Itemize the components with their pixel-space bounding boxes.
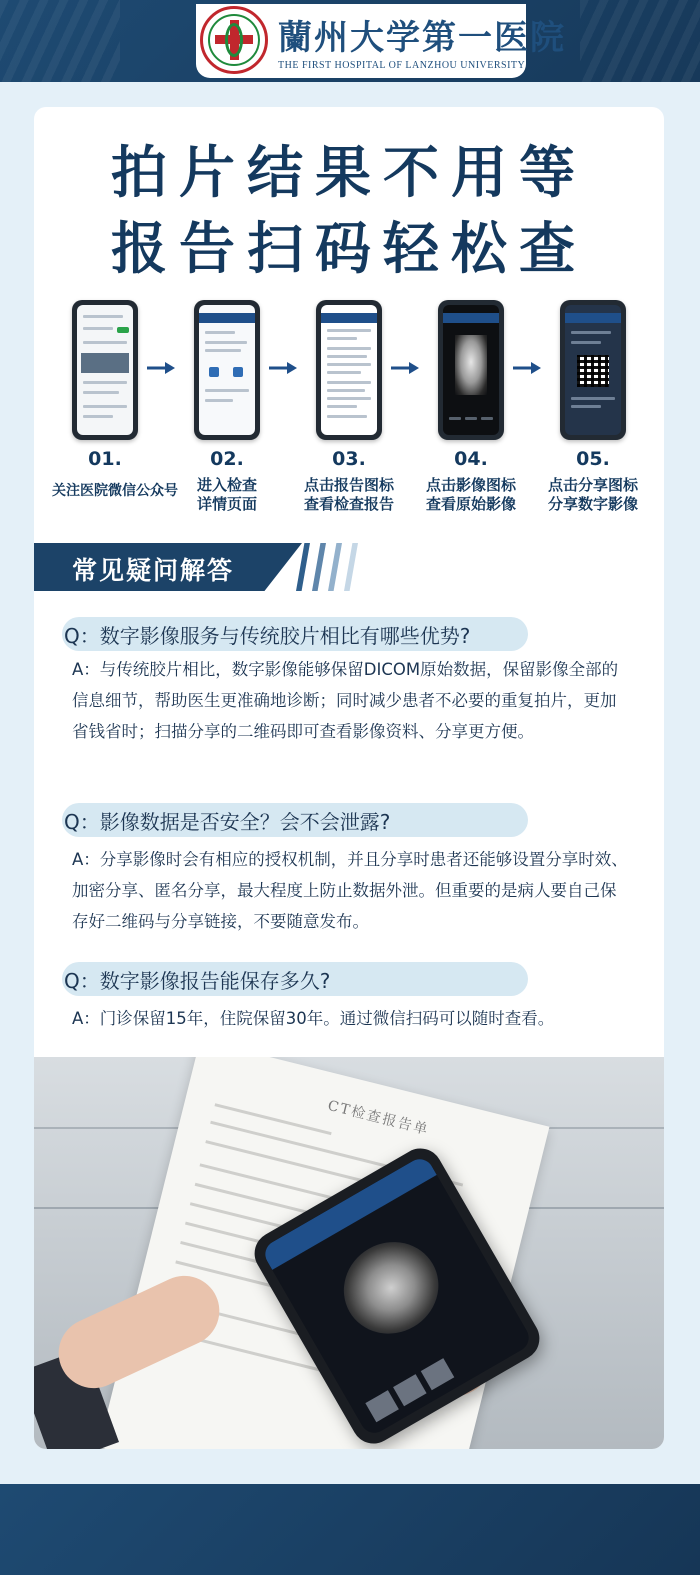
faq-answer: A：门诊保留15年，住院保留30年。通过微信扫码可以随时查看。 — [72, 1009, 555, 1028]
step-arrow-icon — [147, 360, 177, 376]
content-card — [34, 107, 664, 1449]
step-arrow-icon — [269, 360, 299, 376]
step-label: 分享数字影像 — [547, 495, 638, 513]
banner-stripe — [344, 543, 358, 591]
step-number: 01. — [88, 448, 122, 470]
qr-code-icon — [577, 355, 609, 387]
faq-question: Q：数字影像服务与传统胶片相比有哪些优势? — [64, 624, 471, 648]
step-3-phone-screenshot — [316, 300, 382, 440]
step-label: 关注医院微信公众号 — [52, 483, 178, 499]
banner-stripe — [312, 543, 326, 591]
hospital-name-cn: 蘭州大学第一医院 — [278, 18, 566, 58]
step-label: 点击影像图标 — [425, 476, 516, 494]
hospital-cross-logo-icon — [200, 6, 268, 74]
faq-title: 常见疑问解答 — [72, 556, 235, 585]
step-arrow-icon — [391, 360, 421, 376]
ct-report-title: CT检查报告单 — [326, 1097, 431, 1139]
headline-line-1: 拍片结果不用等 — [111, 141, 587, 206]
step-number: 05. — [576, 448, 610, 470]
step-1-phone-screenshot — [72, 300, 138, 440]
step-label: 查看原始影像 — [425, 495, 516, 513]
headline-line-2: 报告扫码轻松查 — [111, 217, 587, 282]
banner-stripe — [328, 543, 342, 591]
step-number: 02. — [210, 448, 244, 470]
step-label: 进入检查 — [196, 476, 257, 494]
step-label: 点击分享图标 — [547, 476, 638, 494]
step-label: 详情页面 — [196, 495, 257, 513]
step-label: 点击报告图标 — [303, 476, 394, 494]
step-2-phone-screenshot — [194, 300, 260, 440]
hands-holding-phone-photo — [34, 1057, 664, 1449]
hospital-name-en: THE FIRST HOSPITAL OF LANZHOU UNIVERSITY — [278, 60, 526, 71]
step-5-phone-screenshot — [560, 300, 626, 440]
faq-question: Q：数字影像报告能保存多久? — [64, 969, 331, 993]
step-number: 03. — [332, 448, 366, 470]
faq-answer: A：与传统胶片相比，数字影像能够保留DICOM原始数据，保留影像全部的信息细节，帮助医生更准确地诊断；同时减少患者不必要的重复拍片，更加省钱省时；扫描分享的二维码即可查看影像资料、分享更方便。 — [72, 660, 619, 741]
step-4-phone-screenshot — [438, 300, 504, 440]
faq-question: Q：影像数据是否安全？会不会泄露? — [64, 810, 391, 834]
step-label: 查看检查报告 — [303, 495, 394, 513]
banner-stripe — [296, 543, 310, 591]
step-number: 04. — [454, 448, 488, 470]
faq-answer: A：分享影像时会有相应的授权机制，并且分享时患者还能够设置分享时效、加密分享、匿名分享，最大程度上防止数据外泄。但重要的是病人要自己保存好二维码与分享链接，不要随意发布。 — [72, 850, 628, 931]
bottom-band — [0, 1484, 700, 1575]
step-arrow-icon — [513, 360, 543, 376]
